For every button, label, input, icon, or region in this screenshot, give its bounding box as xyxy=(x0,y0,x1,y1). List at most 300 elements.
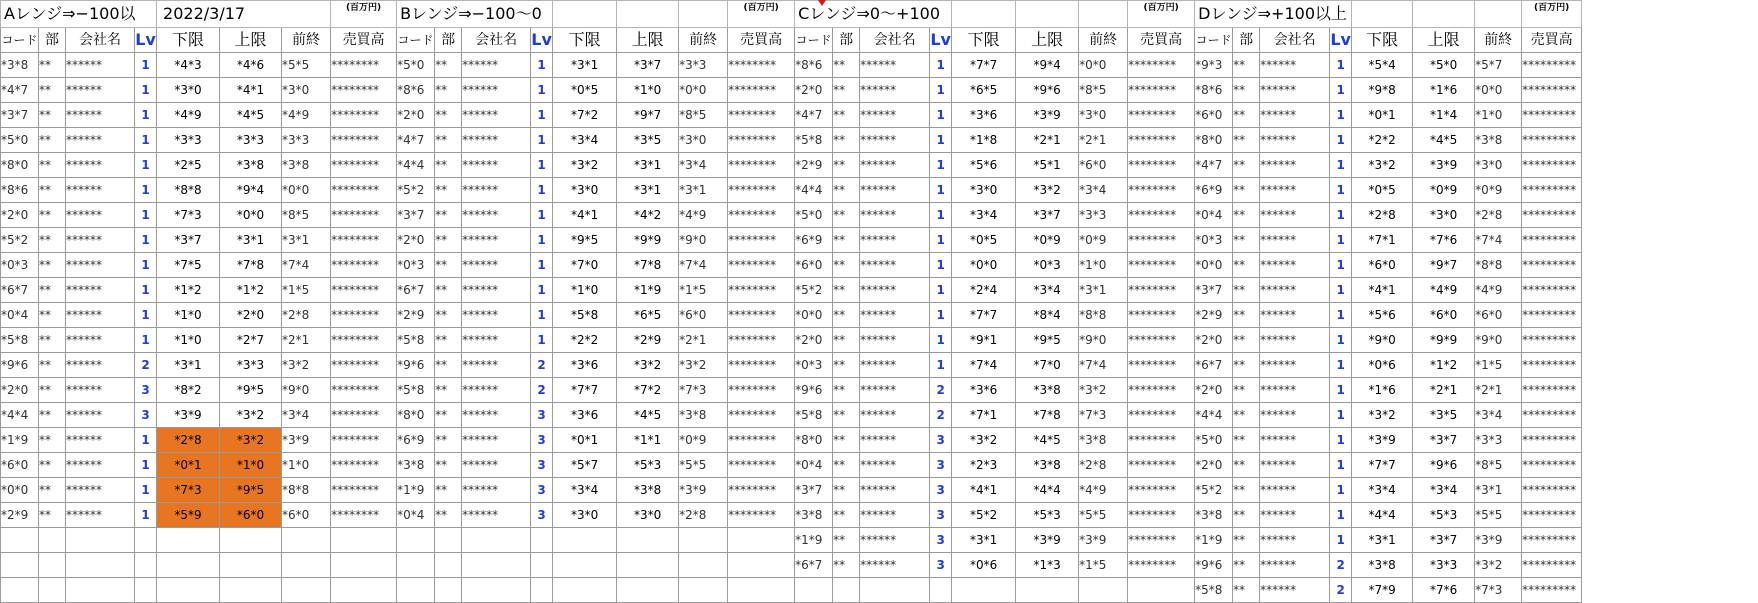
dept-cell[interactable]: ** xyxy=(1233,503,1260,528)
company-cell[interactable]: ****** xyxy=(1260,228,1330,253)
dept-cell[interactable]: ** xyxy=(435,403,462,428)
unit-label[interactable]: (百万円) xyxy=(1128,1,1195,28)
header-upper[interactable]: 上限 xyxy=(220,28,282,53)
header-dept[interactable]: 部 xyxy=(833,28,860,53)
upper-cell[interactable]: *5*3 xyxy=(1016,503,1079,528)
code-cell[interactable]: *4*7 xyxy=(397,128,435,153)
upper-cell[interactable]: *9*9 xyxy=(1413,328,1475,353)
empty-cell[interactable] xyxy=(220,528,282,553)
lv-cell[interactable]: 1 xyxy=(135,278,157,303)
empty-cell[interactable] xyxy=(531,528,553,553)
sales-cell[interactable]: ********* xyxy=(1522,278,1582,303)
lower-cell[interactable]: *0*1 xyxy=(1352,103,1413,128)
company-cell[interactable]: ****** xyxy=(860,328,930,353)
dept-cell[interactable]: ** xyxy=(39,203,66,228)
lv-cell[interactable]: 2 xyxy=(930,378,952,403)
upper-cell[interactable]: *3*9 xyxy=(1413,153,1475,178)
code-cell[interactable]: *6*0 xyxy=(1,453,39,478)
code-cell[interactable]: *3*7 xyxy=(795,478,833,503)
empty-cell[interactable] xyxy=(462,528,531,553)
header-upper[interactable]: 上限 xyxy=(617,28,679,53)
sales-cell[interactable]: ******** xyxy=(1128,153,1195,178)
dept-cell[interactable]: ** xyxy=(1233,278,1260,303)
lower-cell[interactable]: *1*6 xyxy=(1352,378,1413,403)
lower-cell[interactable]: *3*6 xyxy=(553,403,617,428)
lv-cell[interactable]: 1 xyxy=(531,228,553,253)
lv-cell[interactable]: 1 xyxy=(1330,303,1352,328)
code-cell[interactable]: *4*4 xyxy=(1195,403,1233,428)
empty-cell[interactable] xyxy=(553,528,617,553)
upper-cell[interactable]: *0*0 xyxy=(220,203,282,228)
prev-close-cell[interactable]: *8*8 xyxy=(1475,253,1522,278)
dept-cell[interactable]: ** xyxy=(1233,253,1260,278)
lv-cell[interactable]: 1 xyxy=(135,103,157,128)
lv-cell[interactable]: 3 xyxy=(135,378,157,403)
code-cell[interactable]: *3*8 xyxy=(397,453,435,478)
code-cell[interactable]: *8*6 xyxy=(397,78,435,103)
prev-close-cell[interactable]: *0*0 xyxy=(679,78,728,103)
lv-cell[interactable]: 1 xyxy=(1330,78,1352,103)
lv-cell[interactable]: 3 xyxy=(531,503,553,528)
dept-cell[interactable]: ** xyxy=(833,528,860,553)
code-cell[interactable]: *5*2 xyxy=(1,228,39,253)
sales-cell[interactable]: ********* xyxy=(1522,103,1582,128)
company-cell[interactable]: ****** xyxy=(860,303,930,328)
sales-cell[interactable]: ******** xyxy=(728,303,795,328)
prev-close-cell[interactable]: *0*0 xyxy=(1079,53,1128,78)
sales-cell[interactable]: ******** xyxy=(1128,103,1195,128)
upper-cell[interactable]: *3*0 xyxy=(1413,203,1475,228)
code-cell[interactable]: *8*0 xyxy=(795,428,833,453)
lower-cell[interactable]: *3*9 xyxy=(1352,428,1413,453)
prev-close-cell[interactable]: *3*4 xyxy=(1079,178,1128,203)
header-dept[interactable]: 部 xyxy=(435,28,462,53)
dept-cell[interactable]: ** xyxy=(833,328,860,353)
unit-label[interactable]: (百万円) xyxy=(728,1,795,28)
lower-cell[interactable]: *3*7 xyxy=(157,228,220,253)
company-cell[interactable]: ****** xyxy=(860,128,930,153)
upper-cell[interactable]: *3*7 xyxy=(1016,203,1079,228)
company-cell[interactable]: ****** xyxy=(860,178,930,203)
company-cell[interactable]: ****** xyxy=(1260,553,1330,578)
sales-cell[interactable]: ********* xyxy=(1522,228,1582,253)
code-cell[interactable]: *6*0 xyxy=(1195,103,1233,128)
prev-close-cell[interactable]: *3*4 xyxy=(1475,403,1522,428)
sales-cell[interactable]: ******** xyxy=(728,328,795,353)
upper-cell[interactable]: *5*3 xyxy=(1413,503,1475,528)
company-cell[interactable]: ****** xyxy=(860,403,930,428)
code-cell[interactable]: *5*2 xyxy=(1195,478,1233,503)
lower-cell[interactable]: *3*1 xyxy=(952,528,1016,553)
company-cell[interactable]: ****** xyxy=(860,528,930,553)
sales-cell[interactable]: ********* xyxy=(1522,553,1582,578)
company-cell[interactable]: ****** xyxy=(1260,353,1330,378)
company-cell[interactable]: ****** xyxy=(66,278,135,303)
sales-cell[interactable]: ******** xyxy=(728,253,795,278)
lv-cell[interactable]: 1 xyxy=(1330,103,1352,128)
upper-cell[interactable]: *3*8 xyxy=(220,153,282,178)
empty-cell[interactable] xyxy=(1079,578,1128,603)
upper-cell[interactable]: *7*2 xyxy=(617,378,679,403)
dept-cell[interactable]: ** xyxy=(39,453,66,478)
prev-close-cell[interactable]: *7*3 xyxy=(1475,578,1522,603)
header-lv[interactable]: Lv xyxy=(531,28,553,53)
company-cell[interactable]: ****** xyxy=(66,453,135,478)
empty-cell[interactable] xyxy=(553,553,617,578)
empty-cell[interactable] xyxy=(553,578,617,603)
lv-cell[interactable]: 1 xyxy=(135,478,157,503)
lv-cell[interactable]: 2 xyxy=(531,378,553,403)
header-code[interactable]: コード xyxy=(1,28,39,53)
upper-cell[interactable]: *4*5 xyxy=(1413,128,1475,153)
lv-cell[interactable]: 1 xyxy=(1330,428,1352,453)
header-lv[interactable]: Lv xyxy=(930,28,952,53)
sales-cell[interactable]: ******** xyxy=(331,78,397,103)
upper-cell[interactable]: *1*9 xyxy=(617,278,679,303)
sales-cell[interactable]: ******** xyxy=(331,478,397,503)
lower-cell[interactable]: *7*9 xyxy=(1352,578,1413,603)
prev-close-cell[interactable]: *6*0 xyxy=(282,503,331,528)
sales-cell[interactable]: ********* xyxy=(1522,378,1582,403)
empty-cell[interactable] xyxy=(617,528,679,553)
lv-cell[interactable]: 1 xyxy=(135,78,157,103)
prev-close-cell[interactable]: *2*8 xyxy=(679,503,728,528)
dept-cell[interactable]: ** xyxy=(1233,528,1260,553)
prev-close-cell[interactable]: *3*1 xyxy=(282,228,331,253)
lower-cell[interactable]: *3*6 xyxy=(952,378,1016,403)
lower-cell[interactable]: *0*1 xyxy=(553,428,617,453)
prev-close-cell[interactable]: *8*5 xyxy=(282,203,331,228)
empty-cell[interactable] xyxy=(397,528,435,553)
lv-cell[interactable]: 3 xyxy=(531,453,553,478)
dept-cell[interactable]: ** xyxy=(1233,403,1260,428)
upper-cell[interactable]: *9*9 xyxy=(617,228,679,253)
prev-close-cell[interactable]: *5*5 xyxy=(1079,503,1128,528)
prev-close-cell[interactable]: *3*3 xyxy=(1079,203,1128,228)
lower-cell[interactable]: *3*4 xyxy=(952,203,1016,228)
prev-close-cell[interactable]: *3*0 xyxy=(679,128,728,153)
prev-close-cell[interactable]: *3*4 xyxy=(679,153,728,178)
lv-cell[interactable]: 1 xyxy=(1330,203,1352,228)
company-cell[interactable]: ****** xyxy=(66,503,135,528)
empty-cell[interactable] xyxy=(617,553,679,578)
dept-cell[interactable]: ** xyxy=(1233,553,1260,578)
dept-cell[interactable]: ** xyxy=(1233,78,1260,103)
sales-cell[interactable]: ******** xyxy=(331,303,397,328)
sales-cell[interactable]: ******** xyxy=(1128,228,1195,253)
code-cell[interactable]: *6*7 xyxy=(1195,353,1233,378)
code-cell[interactable]: *0*3 xyxy=(1,253,39,278)
lower-cell[interactable]: *7*5 xyxy=(157,253,220,278)
company-cell[interactable]: ****** xyxy=(66,303,135,328)
blank-cell[interactable] xyxy=(553,1,617,28)
blank-cell[interactable] xyxy=(135,1,157,28)
company-cell[interactable]: ****** xyxy=(860,103,930,128)
sales-cell[interactable]: ********* xyxy=(1522,253,1582,278)
upper-cell[interactable]: *3*8 xyxy=(1016,378,1079,403)
code-cell[interactable]: *5*2 xyxy=(795,278,833,303)
sales-cell[interactable]: ******** xyxy=(331,253,397,278)
empty-cell[interactable] xyxy=(39,578,66,603)
upper-cell[interactable]: *7*8 xyxy=(617,253,679,278)
prev-close-cell[interactable]: *3*4 xyxy=(282,403,331,428)
empty-cell[interactable] xyxy=(397,553,435,578)
code-cell[interactable]: *5*0 xyxy=(1,128,39,153)
dept-cell[interactable]: ** xyxy=(39,403,66,428)
upper-cell[interactable]: *2*7 xyxy=(220,328,282,353)
lower-cell[interactable]: *0*5 xyxy=(553,78,617,103)
lv-cell[interactable]: 1 xyxy=(930,328,952,353)
empty-cell[interactable] xyxy=(795,578,833,603)
dept-cell[interactable]: ** xyxy=(435,253,462,278)
company-cell[interactable]: ****** xyxy=(1260,203,1330,228)
code-cell[interactable]: *2*0 xyxy=(397,103,435,128)
company-cell[interactable]: ****** xyxy=(860,428,930,453)
upper-cell[interactable]: *0*9 xyxy=(1413,178,1475,203)
dept-cell[interactable]: ** xyxy=(435,503,462,528)
lv-cell[interactable]: 1 xyxy=(135,428,157,453)
dept-cell[interactable]: ** xyxy=(1233,578,1260,603)
lv-cell[interactable]: 1 xyxy=(930,53,952,78)
prev-close-cell[interactable]: *3*8 xyxy=(1079,428,1128,453)
lv-cell[interactable]: 1 xyxy=(930,278,952,303)
lower-cell[interactable]: *4*1 xyxy=(952,478,1016,503)
lv-cell[interactable]: 3 xyxy=(531,403,553,428)
company-cell[interactable]: ****** xyxy=(1260,403,1330,428)
lower-cell[interactable]: *4*3 xyxy=(157,53,220,78)
dept-cell[interactable]: ** xyxy=(1233,453,1260,478)
company-cell[interactable]: ****** xyxy=(860,278,930,303)
header-lower[interactable]: 下限 xyxy=(553,28,617,53)
company-cell[interactable]: ****** xyxy=(860,478,930,503)
blank-cell[interactable] xyxy=(1413,1,1475,28)
upper-cell[interactable]: *4*5 xyxy=(617,403,679,428)
dept-cell[interactable]: ** xyxy=(39,253,66,278)
code-cell[interactable]: *8*6 xyxy=(1,178,39,203)
empty-cell[interactable] xyxy=(679,578,728,603)
lv-cell[interactable]: 2 xyxy=(1330,553,1352,578)
company-cell[interactable]: ****** xyxy=(462,303,531,328)
empty-cell[interactable] xyxy=(1128,578,1195,603)
company-cell[interactable]: ****** xyxy=(1260,428,1330,453)
code-cell[interactable]: *5*8 xyxy=(1,328,39,353)
empty-cell[interactable] xyxy=(1,553,39,578)
dept-cell[interactable]: ** xyxy=(435,478,462,503)
blank-cell[interactable] xyxy=(617,1,679,28)
dept-cell[interactable]: ** xyxy=(1233,353,1260,378)
code-cell[interactable]: *5*0 xyxy=(1195,428,1233,453)
sales-cell[interactable]: ******** xyxy=(728,103,795,128)
dept-cell[interactable]: ** xyxy=(1233,128,1260,153)
upper-cell[interactable]: *1*1 xyxy=(617,428,679,453)
empty-cell[interactable] xyxy=(39,528,66,553)
company-cell[interactable]: ****** xyxy=(462,353,531,378)
upper-cell[interactable]: *1*4 xyxy=(1413,103,1475,128)
code-cell[interactable]: *2*0 xyxy=(1,378,39,403)
lower-cell[interactable]: *7*2 xyxy=(553,103,617,128)
dept-cell[interactable]: ** xyxy=(833,503,860,528)
upper-cell[interactable]: *1*0 xyxy=(617,78,679,103)
sales-cell[interactable]: ******** xyxy=(1128,128,1195,153)
company-cell[interactable]: ****** xyxy=(860,228,930,253)
sales-cell[interactable]: ******** xyxy=(1128,453,1195,478)
sales-cell[interactable]: ******** xyxy=(331,128,397,153)
code-cell[interactable]: *0*4 xyxy=(1,303,39,328)
code-cell[interactable]: *9*6 xyxy=(397,353,435,378)
company-cell[interactable]: ****** xyxy=(462,53,531,78)
upper-cell[interactable]: *2*1 xyxy=(1016,128,1079,153)
header-lv[interactable]: Lv xyxy=(1330,28,1352,53)
dept-cell[interactable]: ** xyxy=(1233,53,1260,78)
sales-cell[interactable]: ******** xyxy=(1128,278,1195,303)
sales-cell[interactable]: ******** xyxy=(728,178,795,203)
code-cell[interactable]: *2*9 xyxy=(397,303,435,328)
lv-cell[interactable]: 3 xyxy=(930,503,952,528)
unit-label[interactable]: (百万円) xyxy=(1522,1,1582,28)
lv-cell[interactable]: 1 xyxy=(1330,328,1352,353)
lv-cell[interactable]: 1 xyxy=(1330,253,1352,278)
sales-cell[interactable]: ********* xyxy=(1522,428,1582,453)
dept-cell[interactable]: ** xyxy=(833,103,860,128)
dept-cell[interactable]: ** xyxy=(1233,478,1260,503)
company-cell[interactable]: ****** xyxy=(66,428,135,453)
company-cell[interactable]: ****** xyxy=(66,153,135,178)
empty-cell[interactable] xyxy=(39,553,66,578)
code-cell[interactable]: *2*9 xyxy=(1195,303,1233,328)
upper-cell[interactable]: *3*9 xyxy=(1016,103,1079,128)
lower-cell[interactable]: *0*6 xyxy=(952,553,1016,578)
upper-cell[interactable]: *9*5 xyxy=(1016,328,1079,353)
sales-cell[interactable]: ******** xyxy=(728,128,795,153)
dept-cell[interactable]: ** xyxy=(39,328,66,353)
upper-cell[interactable]: *3*4 xyxy=(1016,278,1079,303)
lower-cell[interactable]: *2*3 xyxy=(952,453,1016,478)
code-cell[interactable]: *0*3 xyxy=(397,253,435,278)
lower-cell[interactable]: *1*8 xyxy=(952,128,1016,153)
sales-cell[interactable]: ******** xyxy=(1128,178,1195,203)
lower-cell[interactable]: *2*2 xyxy=(553,328,617,353)
blank-cell[interactable] xyxy=(1016,1,1079,28)
dept-cell[interactable]: ** xyxy=(1233,228,1260,253)
prev-close-cell[interactable]: *2*1 xyxy=(1475,378,1522,403)
code-cell[interactable]: *5*2 xyxy=(397,178,435,203)
empty-cell[interactable] xyxy=(1,528,39,553)
prev-close-cell[interactable]: *0*0 xyxy=(1475,78,1522,103)
company-cell[interactable]: ****** xyxy=(860,503,930,528)
sales-cell[interactable]: ******** xyxy=(728,353,795,378)
prev-close-cell[interactable]: *2*1 xyxy=(282,328,331,353)
header-sales[interactable]: 売買高 xyxy=(1522,28,1582,53)
prev-close-cell[interactable]: *7*3 xyxy=(679,378,728,403)
prev-close-cell[interactable]: *3*0 xyxy=(282,78,331,103)
company-cell[interactable]: ****** xyxy=(1260,128,1330,153)
prev-close-cell[interactable]: *7*3 xyxy=(1079,403,1128,428)
upper-cell[interactable]: *6*0 xyxy=(220,503,282,528)
empty-cell[interactable] xyxy=(930,578,952,603)
sales-cell[interactable]: ******** xyxy=(331,353,397,378)
dept-cell[interactable]: ** xyxy=(833,178,860,203)
code-cell[interactable]: *4*4 xyxy=(397,153,435,178)
code-cell[interactable]: *6*9 xyxy=(397,428,435,453)
lv-cell[interactable]: 1 xyxy=(531,53,553,78)
dept-cell[interactable]: ** xyxy=(1233,303,1260,328)
dept-cell[interactable]: ** xyxy=(833,228,860,253)
blank-cell[interactable] xyxy=(1475,1,1522,28)
code-cell[interactable]: *9*6 xyxy=(1195,553,1233,578)
upper-cell[interactable]: *3*7 xyxy=(1413,428,1475,453)
prev-close-cell[interactable]: *3*8 xyxy=(282,153,331,178)
lower-cell[interactable]: *3*0 xyxy=(553,503,617,528)
empty-cell[interactable] xyxy=(220,553,282,578)
empty-cell[interactable] xyxy=(952,578,1016,603)
sales-cell[interactable]: ********* xyxy=(1522,128,1582,153)
code-cell[interactable]: *5*0 xyxy=(397,53,435,78)
upper-cell[interactable]: *3*2 xyxy=(1016,178,1079,203)
lv-cell[interactable]: 1 xyxy=(1330,528,1352,553)
code-cell[interactable]: *0*3 xyxy=(795,353,833,378)
lv-cell[interactable]: 1 xyxy=(930,228,952,253)
company-cell[interactable]: ****** xyxy=(462,428,531,453)
lower-cell[interactable]: *3*0 xyxy=(157,78,220,103)
lower-cell[interactable]: *3*2 xyxy=(553,153,617,178)
dept-cell[interactable]: ** xyxy=(435,303,462,328)
header-lower[interactable]: 下限 xyxy=(157,28,220,53)
sales-cell[interactable]: ******** xyxy=(331,53,397,78)
dept-cell[interactable]: ** xyxy=(833,353,860,378)
header-company[interactable]: 会社名 xyxy=(462,28,531,53)
upper-cell[interactable]: *6*5 xyxy=(617,303,679,328)
sales-cell[interactable]: ********* xyxy=(1522,203,1582,228)
lower-cell[interactable]: *4*9 xyxy=(157,103,220,128)
sales-cell[interactable]: ******** xyxy=(1128,553,1195,578)
dept-cell[interactable]: ** xyxy=(833,378,860,403)
lv-cell[interactable]: 1 xyxy=(1330,353,1352,378)
code-cell[interactable]: *8*6 xyxy=(1195,78,1233,103)
lv-cell[interactable]: 1 xyxy=(930,178,952,203)
lower-cell[interactable]: *7*4 xyxy=(952,353,1016,378)
upper-cell[interactable]: *3*0 xyxy=(617,503,679,528)
company-cell[interactable]: ****** xyxy=(462,103,531,128)
code-cell[interactable]: *2*0 xyxy=(1195,328,1233,353)
lower-cell[interactable]: *3*2 xyxy=(1352,153,1413,178)
prev-close-cell[interactable]: *3*2 xyxy=(679,353,728,378)
company-cell[interactable]: ****** xyxy=(462,453,531,478)
company-cell[interactable]: ****** xyxy=(860,203,930,228)
code-cell[interactable]: *8*0 xyxy=(1,153,39,178)
lower-cell[interactable]: *0*1 xyxy=(157,453,220,478)
company-cell[interactable]: ****** xyxy=(1260,453,1330,478)
lv-cell[interactable]: 3 xyxy=(531,478,553,503)
code-cell[interactable]: *6*9 xyxy=(795,228,833,253)
empty-cell[interactable] xyxy=(462,553,531,578)
prev-close-cell[interactable]: *6*0 xyxy=(1079,153,1128,178)
lower-cell[interactable]: *3*4 xyxy=(1352,478,1413,503)
lv-cell[interactable]: 3 xyxy=(135,403,157,428)
dept-cell[interactable]: ** xyxy=(1233,328,1260,353)
company-cell[interactable]: ****** xyxy=(66,128,135,153)
company-cell[interactable]: ****** xyxy=(1260,153,1330,178)
empty-cell[interactable] xyxy=(728,578,795,603)
prev-close-cell[interactable]: *3*1 xyxy=(679,178,728,203)
company-cell[interactable]: ****** xyxy=(1260,378,1330,403)
dept-cell[interactable]: ** xyxy=(1233,378,1260,403)
company-cell[interactable]: ****** xyxy=(66,203,135,228)
upper-cell[interactable]: *2*0 xyxy=(220,303,282,328)
lower-cell[interactable]: *5*8 xyxy=(553,303,617,328)
sales-cell[interactable]: ********* xyxy=(1522,53,1582,78)
lower-cell[interactable]: *9*1 xyxy=(952,328,1016,353)
lv-cell[interactable]: 1 xyxy=(930,353,952,378)
